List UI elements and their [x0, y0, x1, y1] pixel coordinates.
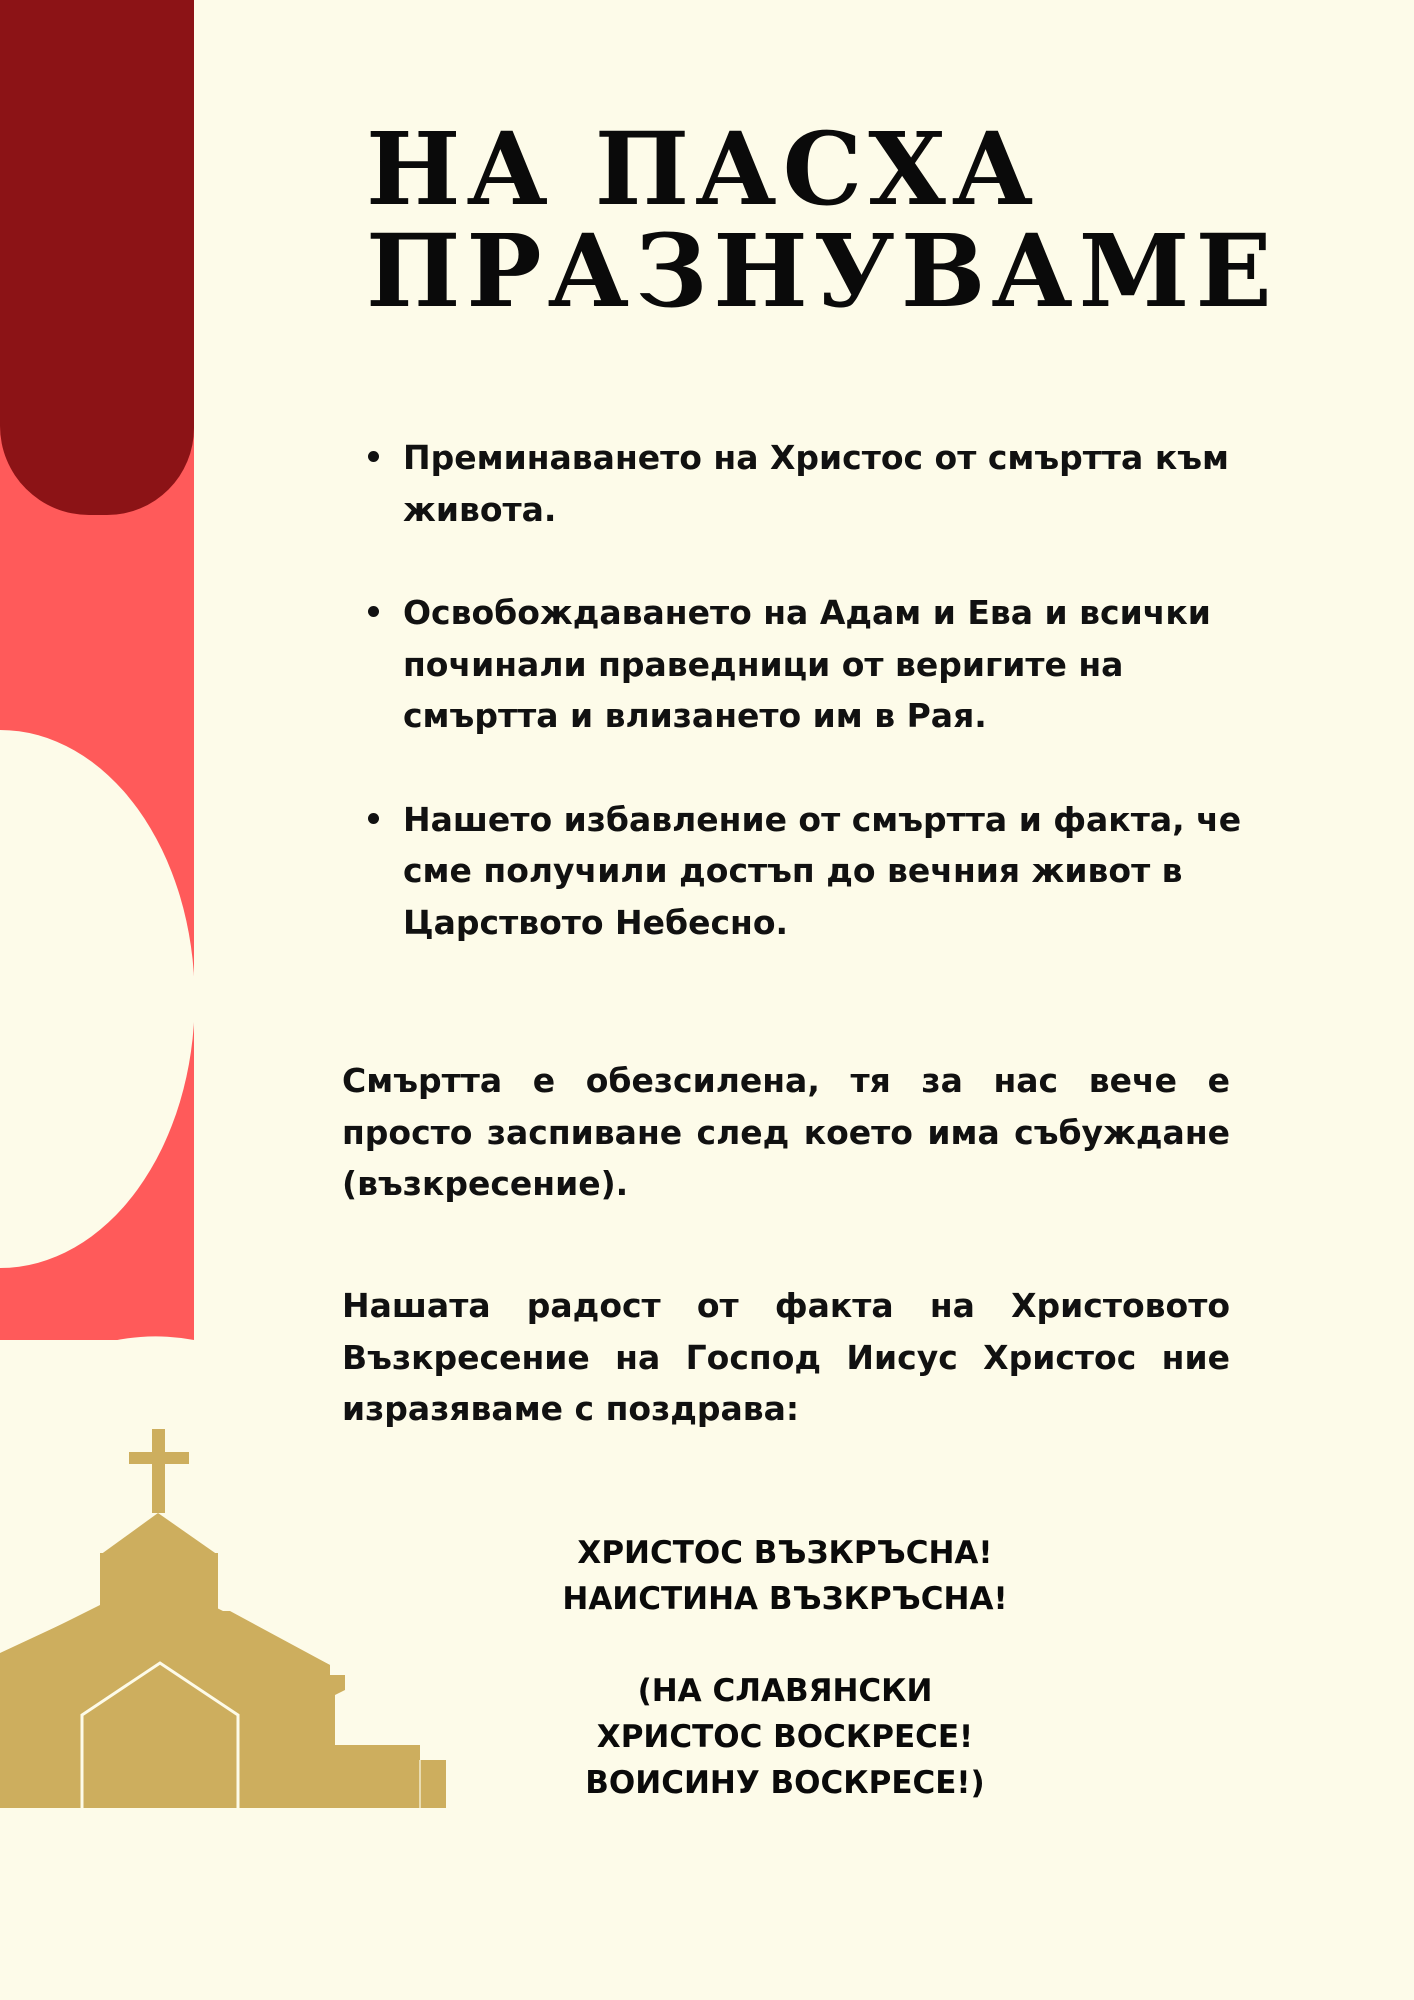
cream-corner-curve	[0, 1336, 194, 1408]
title-line-2: ПРАЗНУВАМЕ	[366, 212, 1278, 330]
list-item: Нашето избавление от смъртта и факта, че сме получили достъп до вечния живот в Царството Небесно.	[366, 794, 1246, 949]
greeting-line-2: НАИСТИНА ВЪЗКРЪСНА!	[562, 1581, 1008, 1617]
cross-icon	[152, 1429, 165, 1513]
church-icon	[0, 1425, 450, 1815]
greeting-line-1: ХРИСТОС ВЪЗКРЪСНА!	[577, 1535, 993, 1571]
bullet-list	[366, 432, 1246, 1000]
list-item: Преминаването на Христос от смъртта към живота.	[366, 432, 1246, 535]
slavonic-line-3: ВОИСИНУ ВОСКРЕСЕ!)	[585, 1765, 985, 1801]
paragraph-death: Смъртта е обезсилена, тя за нас вече е просто заспиване след което има събуждане (възкресение).	[342, 1061, 1230, 1203]
slavonic-line-2: ХРИСТОС ВОСКРЕСЕ!	[596, 1719, 974, 1755]
slavonic-line-1: (НА СЛАВЯНСКИ	[637, 1673, 933, 1709]
title-line-1: НА ПАСХА	[366, 110, 1040, 228]
paragraph-joy: Нашата радост от факта на Христовото Възкресение на Господ Иисус Христос ние изразяваме с поздрава:	[342, 1286, 1230, 1428]
dark-red-shape	[0, 0, 194, 515]
greeting-block	[470, 1530, 1100, 1622]
list-item: Освобождаването на Адам и Ева и всички починали праведници от веригите на смъртта и влизането им в Рая.	[366, 587, 1246, 742]
page-title	[366, 110, 1278, 330]
slavonic-greeting-block	[470, 1668, 1100, 1806]
